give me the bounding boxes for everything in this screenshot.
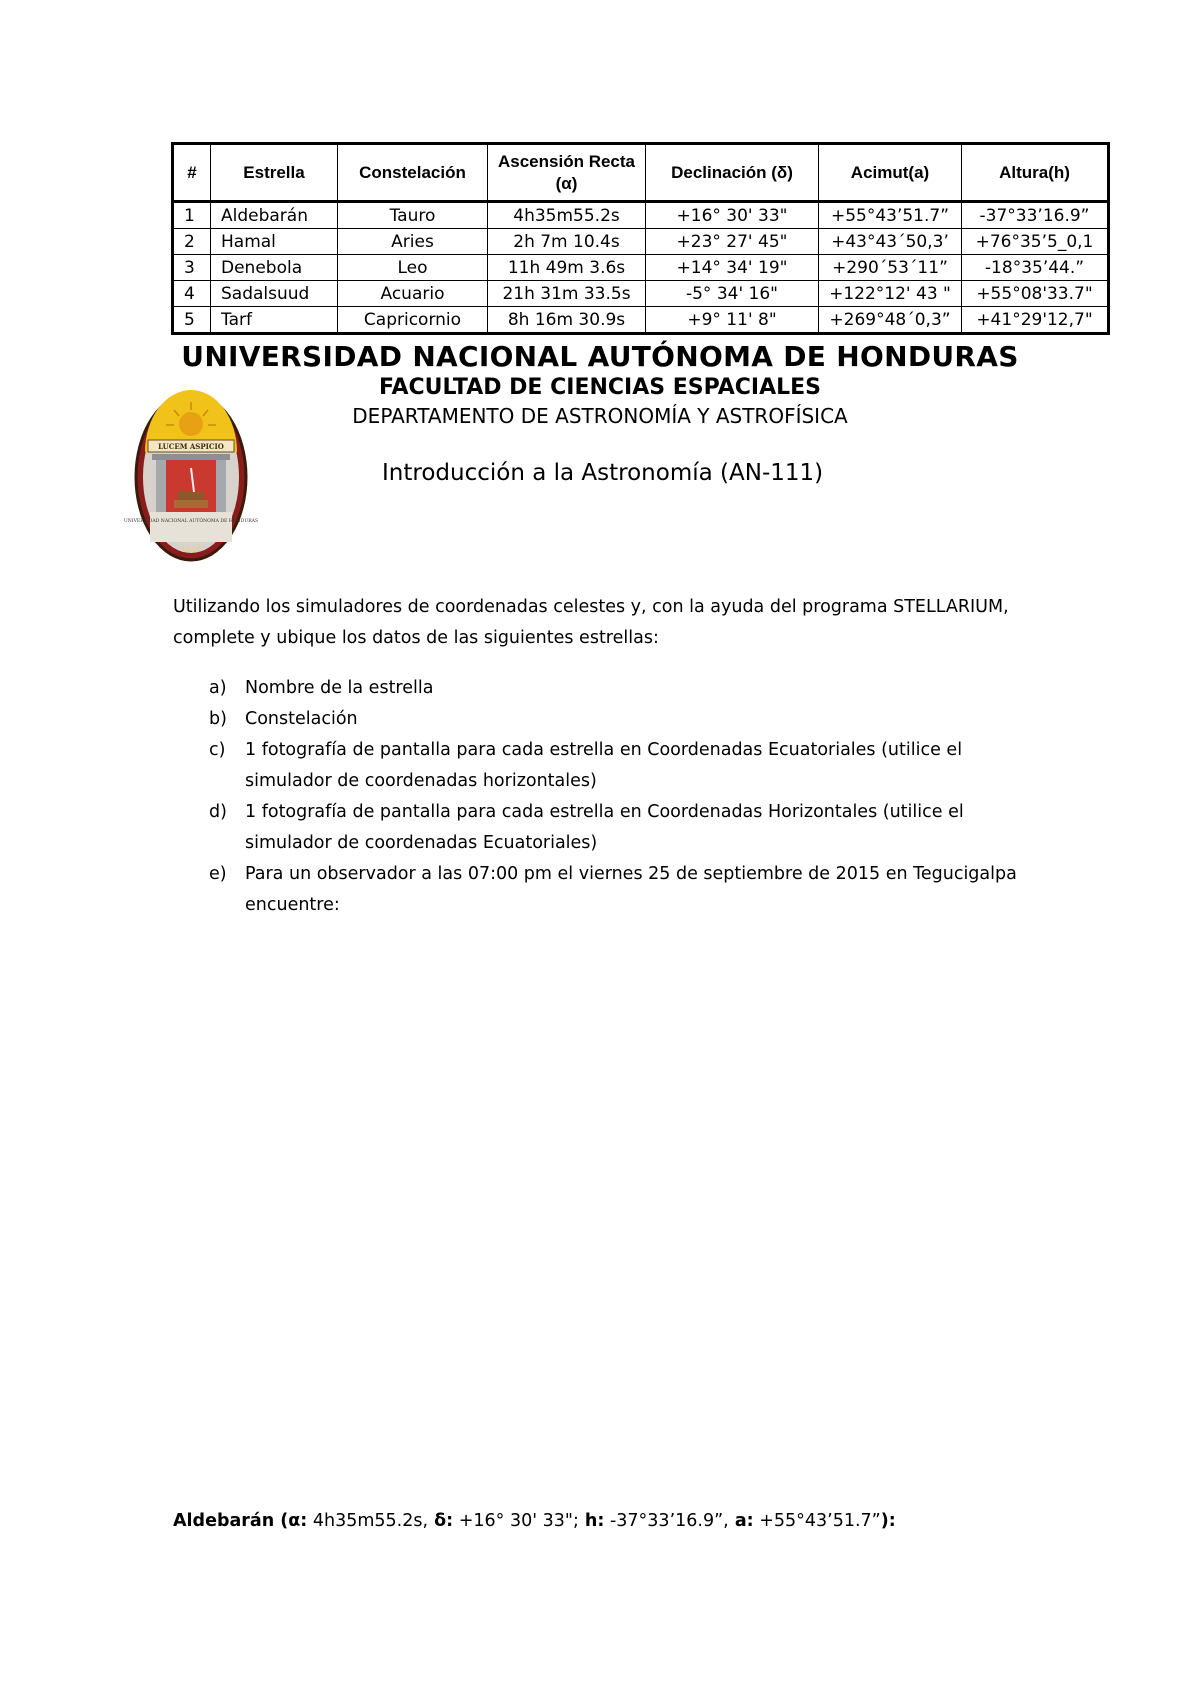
intro-line: complete y ubique los datos de las siguientes estrellas:: [173, 628, 659, 648]
footer-dec: +16° 30' 33";: [453, 1511, 579, 1531]
cell-constellation: Acuario: [338, 281, 488, 307]
footer-h-label: h:: [578, 1511, 605, 1531]
cell-azimuth: +122°12' 43 ": [819, 281, 962, 307]
cell-altitude: +41°29'12,7": [962, 307, 1109, 334]
footer-a: +55°43’51.7”: [753, 1511, 881, 1531]
intro-paragraph: [173, 592, 1073, 654]
star-data-table: [171, 142, 1110, 335]
list-item-text: Constelación: [245, 709, 358, 729]
cell-right-ascension: 2h 7m 10.4s: [488, 229, 646, 255]
list-item-text: encuentre:: [245, 895, 340, 915]
header-altitude: Altura(h): [962, 144, 1109, 202]
list-marker: a): [209, 678, 227, 698]
cell-number: 4: [173, 281, 211, 307]
table-row: [173, 281, 1109, 307]
cell-constellation: Leo: [338, 255, 488, 281]
list-item: [173, 673, 1073, 704]
cell-constellation: Aries: [338, 229, 488, 255]
cell-right-ascension: 11h 49m 3.6s: [488, 255, 646, 281]
seal-motto: [158, 442, 224, 451]
list-item-text: Nombre de la estrella: [245, 678, 434, 698]
list-item-text: Para un observador a las 07:00 pm el viernes 25 de septiembre de 2015 en Tegucigalpa: [245, 864, 1017, 884]
footer-ra: 4h35m55.2s,: [307, 1511, 429, 1531]
list-item-text: 1 fotografía de pantalla para cada estrella en Coordenadas Ecuatoriales (utilice el: [245, 740, 963, 760]
footer-h: -37°33’16.9”,: [604, 1511, 729, 1531]
cell-altitude: +55°08'33.7": [962, 281, 1109, 307]
table-row: [173, 202, 1109, 229]
header-star: Estrella: [211, 144, 338, 202]
header-azimuth: Acimut(a): [819, 144, 962, 202]
cell-altitude: -37°33’16.9”: [962, 202, 1109, 229]
department-title: DEPARTAMENTO DE ASTRONOMÍA Y ASTROFÍSICA: [352, 404, 848, 428]
footer-a-label: a:: [728, 1511, 754, 1531]
cell-azimuth: +55°43’51.7”: [819, 202, 962, 229]
cell-star: Sadalsuud: [211, 281, 338, 307]
university-seal-logo: [123, 392, 259, 562]
cell-right-ascension: 4h35m55.2s: [488, 202, 646, 229]
header-constellation: Constelación: [338, 144, 488, 202]
list-marker: d): [209, 802, 227, 822]
list-item: [173, 859, 1073, 921]
cell-declination: +16° 30' 33": [646, 202, 819, 229]
list-item: [173, 704, 1073, 735]
table-row: [173, 255, 1109, 281]
footer-end: ):: [880, 1511, 896, 1531]
cell-declination: +9° 11' 8": [646, 307, 819, 334]
svg-text:LUCEM ASPICIO: LUCEM ASPICIO: [158, 442, 224, 451]
cell-right-ascension: 8h 16m 30.9s: [488, 307, 646, 334]
list-item: [173, 735, 1073, 797]
cell-number: 3: [173, 255, 211, 281]
aldebaran-coordinates-heading: [173, 1511, 896, 1531]
seal-year: [181, 545, 201, 554]
list-marker: e): [209, 864, 227, 884]
table-row: [173, 229, 1109, 255]
intro-line: Utilizando los simuladores de coordenadas celestes y, con la ayuda del programa STELLARIUM,: [173, 597, 1009, 617]
list-item-text: simulador de coordenadas Ecuatoriales): [245, 833, 598, 853]
cell-constellation: Tauro: [338, 202, 488, 229]
cell-star: Aldebarán: [211, 202, 338, 229]
cell-azimuth: +290´53´11”: [819, 255, 962, 281]
cell-number: 5: [173, 307, 211, 334]
cell-star: Tarf: [211, 307, 338, 334]
list-marker: b): [209, 709, 227, 729]
cell-right-ascension: 21h 31m 33.5s: [488, 281, 646, 307]
cell-star: Hamal: [211, 229, 338, 255]
footer-star: Aldebarán (α:: [173, 1511, 308, 1531]
list-item: [173, 797, 1073, 859]
svg-text:1847: 1847: [180, 545, 202, 554]
cell-azimuth: +269°48´0,3”: [819, 307, 962, 334]
list-marker: c): [209, 740, 226, 760]
cell-constellation: Capricornio: [338, 307, 488, 334]
table-header-row: [173, 144, 1109, 202]
cell-altitude: -18°35’44.”: [962, 255, 1109, 281]
cell-azimuth: +43°43´50,3’: [819, 229, 962, 255]
footer-dec-label: δ:: [428, 1511, 454, 1531]
cell-number: 1: [173, 202, 211, 229]
cell-declination: +23° 27' 45": [646, 229, 819, 255]
cell-declination: +14° 34' 19": [646, 255, 819, 281]
cell-altitude: +76°35’5_0,1: [962, 229, 1109, 255]
faculty-title: FACULTAD DE CIENCIAS ESPACIALES: [379, 375, 821, 400]
list-item-text: 1 fotografía de pantalla para cada estrella en Coordenadas Horizontales (utilice el: [245, 802, 964, 822]
university-title: UNIVERSIDAD NACIONAL AUTÓNOMA DE HONDURAS: [181, 340, 1019, 373]
cell-number: 2: [173, 229, 211, 255]
task-list: [173, 673, 1073, 921]
header-right-ascension: Ascensión Recta (α): [488, 144, 646, 202]
header-declination: Declinación (δ): [646, 144, 819, 202]
cell-declination: -5° 34' 16": [646, 281, 819, 307]
svg-text:UNIVERSIDAD NACIONAL AUTÓNOMA: UNIVERSIDAD NACIONAL AUTÓNOMA DE HONDURAS: [123, 519, 259, 524]
table-row: [173, 307, 1109, 334]
header-number: #: [173, 144, 211, 202]
cell-star: Denebola: [211, 255, 338, 281]
list-item-text: simulador de coordenadas horizontales): [245, 771, 597, 791]
course-title: Introducción a la Astronomía (AN-111): [382, 460, 824, 486]
